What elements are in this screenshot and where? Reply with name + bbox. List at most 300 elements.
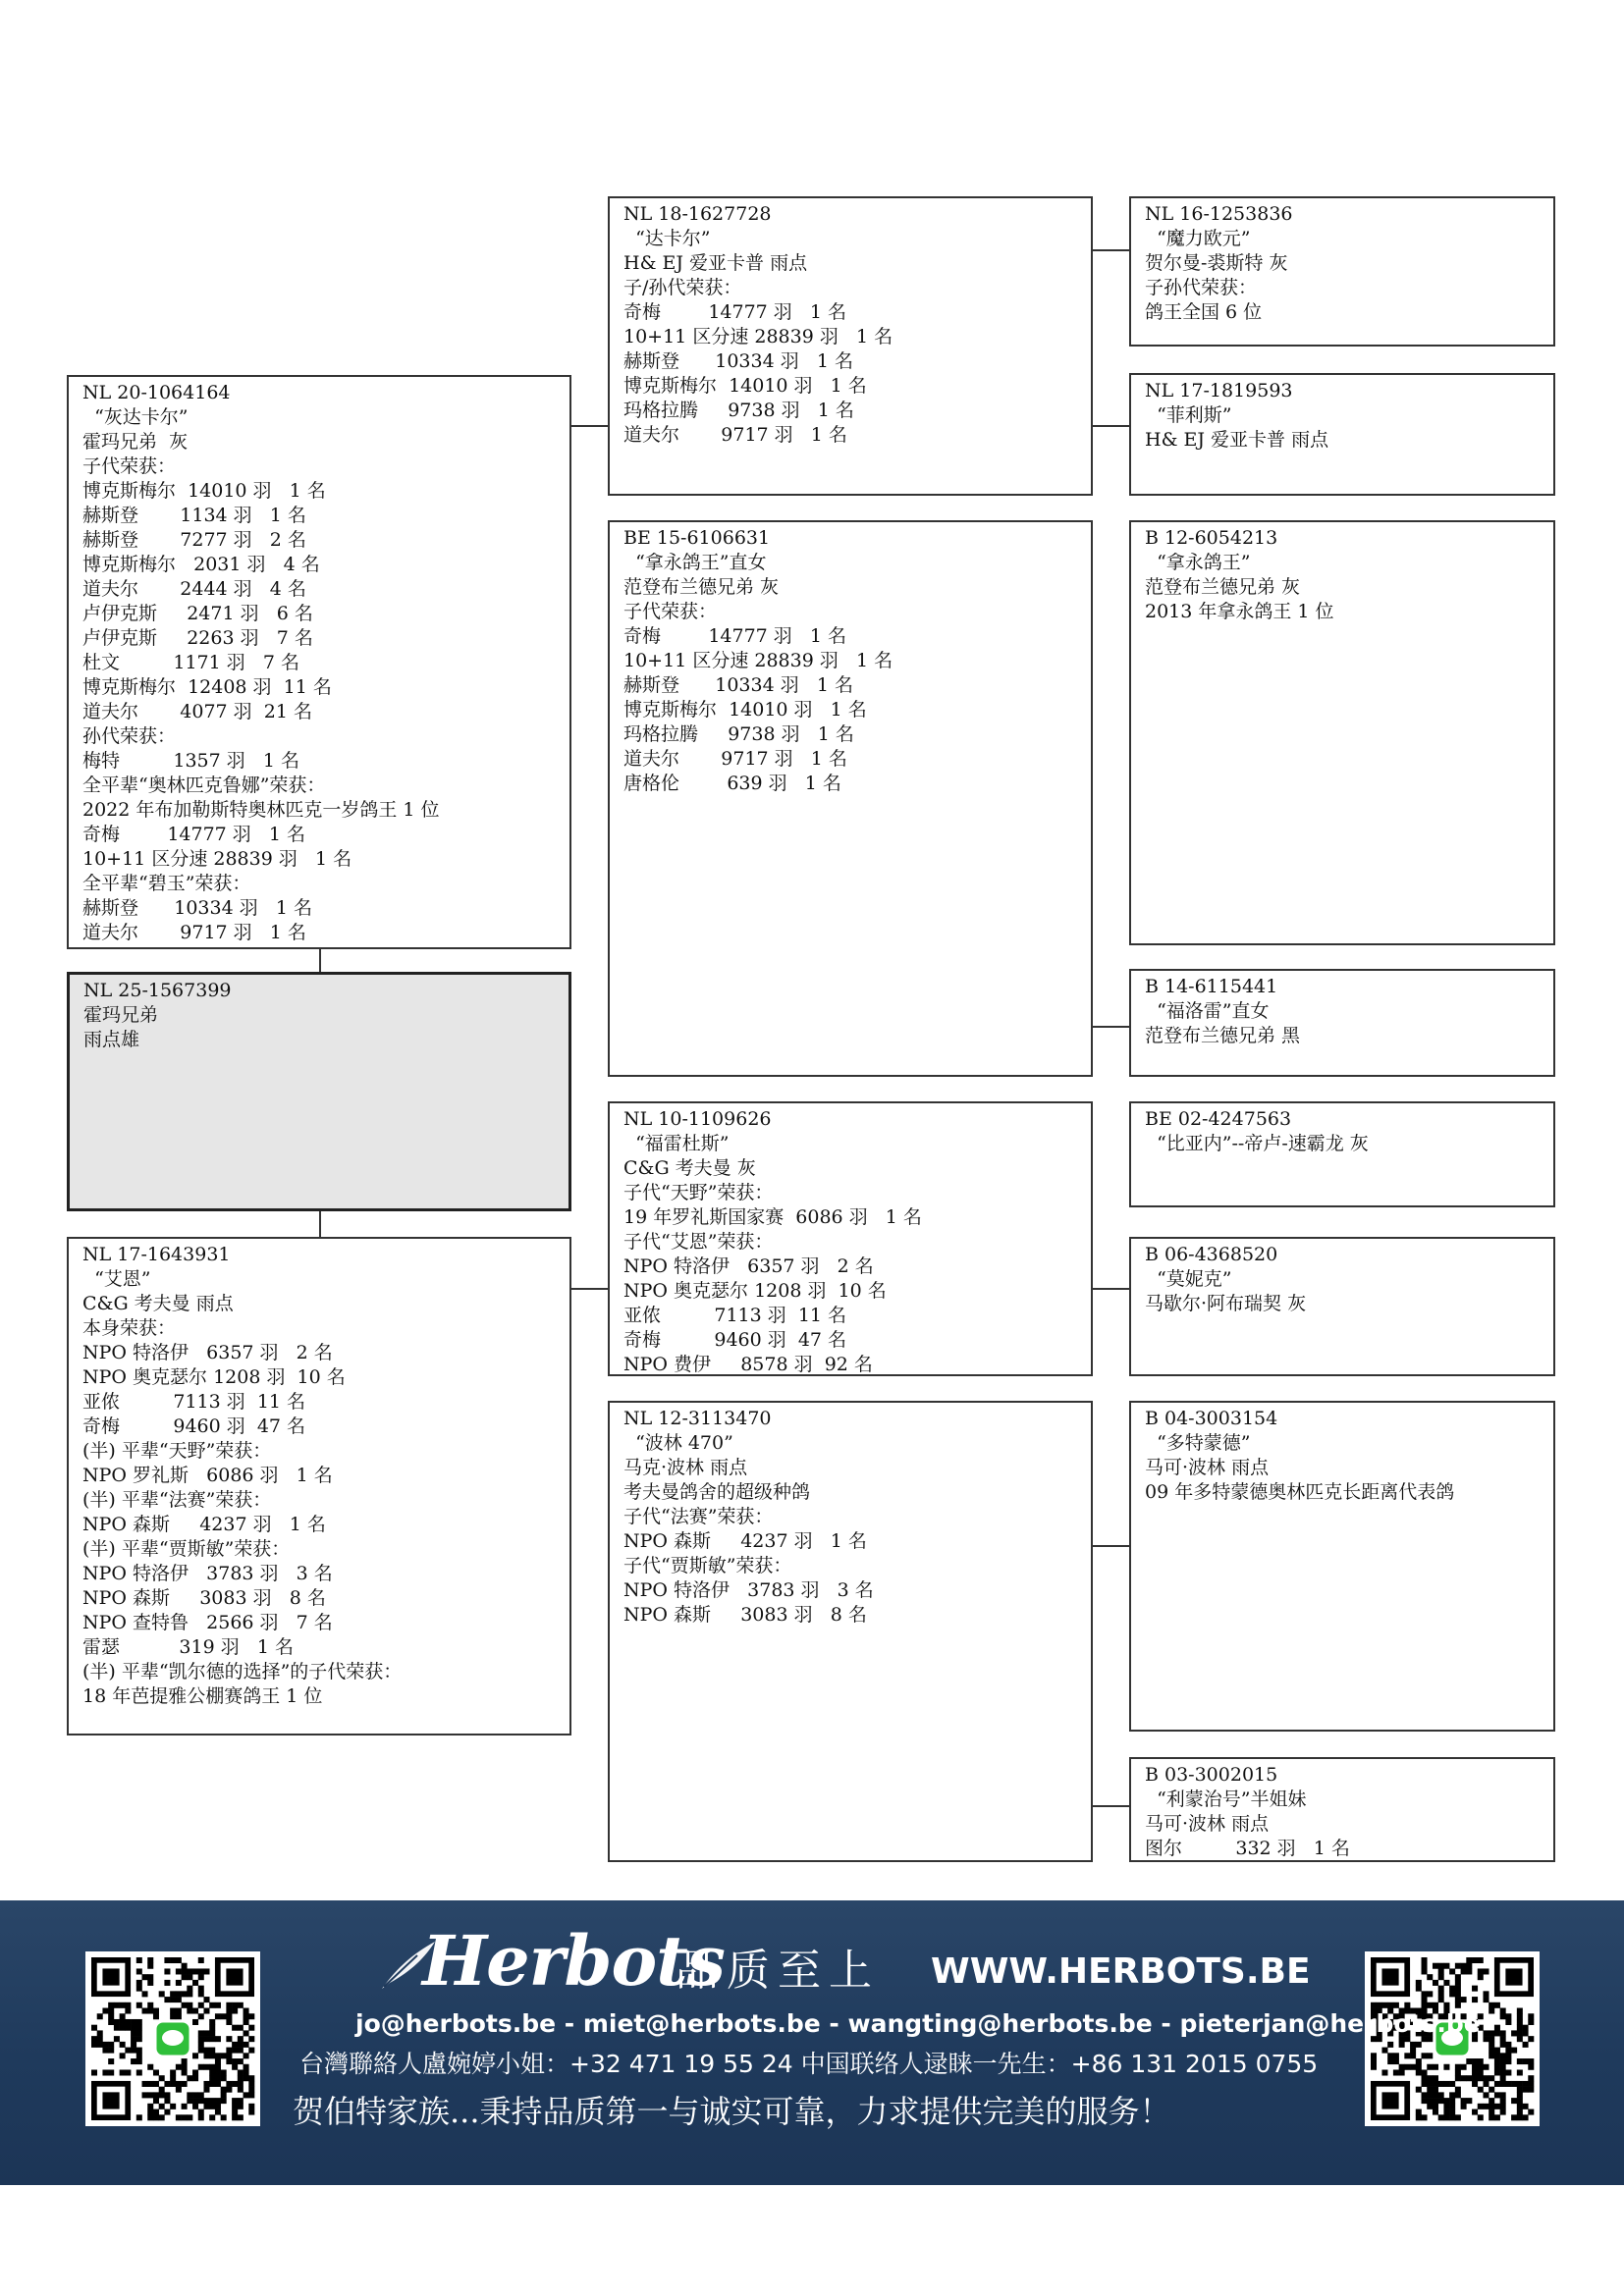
qr-module (120, 2042, 126, 2048)
pedigree-line: “波林 470” (623, 1432, 733, 1454)
qr-module (232, 2109, 238, 2115)
qr-module (159, 2075, 165, 2081)
qr-module (136, 2048, 142, 2054)
qr-module (131, 2058, 136, 2064)
connector (1091, 1026, 1130, 1028)
pedigree-line: 子代“艾恩”荣获： (623, 1231, 774, 1253)
qr-module (1466, 2098, 1472, 2104)
qr-module (1455, 1991, 1461, 1997)
qr-module (120, 2002, 126, 2008)
qr-module (182, 1968, 188, 1974)
pedigree-line: (半) 平辈“凯尔德的选择”的子代荣获： (82, 1661, 403, 1682)
qr-module (215, 2075, 221, 2081)
pedigree-line: NPO 森斯 3083 羽 8 名 (82, 1587, 326, 1609)
qr-module (1422, 2053, 1428, 2058)
qr-module (203, 2053, 209, 2058)
qr-module (244, 2075, 249, 2081)
connector (1091, 249, 1130, 251)
qr-module (1517, 2109, 1523, 2115)
qr-module (244, 2053, 249, 2058)
qr-module (1489, 2075, 1494, 2081)
qr-module (1483, 2081, 1489, 2087)
qr-module (1438, 2114, 1444, 2120)
qr-module (108, 2008, 114, 2014)
qr-module (1478, 1957, 1484, 1963)
qr-module (1387, 2042, 1393, 2048)
pedigree-line: NPO 森斯 4237 羽 1 名 (623, 1530, 867, 1552)
qr-module (1483, 2030, 1489, 2036)
qr-module (1472, 1986, 1478, 1992)
website-link[interactable]: WWW.HERBOTS.BE (931, 1951, 1311, 1992)
pedigree-line: NPO 费伊 8578 羽 92 名 (623, 1354, 873, 1375)
qr-module (136, 2030, 142, 2036)
connector (1091, 1545, 1130, 1547)
qr-module (176, 2081, 182, 2087)
qr-module (221, 2098, 227, 2104)
qr-module (1523, 2087, 1529, 2093)
qr-module (159, 2087, 165, 2093)
qr-module (1443, 2109, 1449, 2115)
qr-module (1449, 2109, 1455, 2115)
qr-module (136, 2036, 142, 2042)
qr-module (1438, 1986, 1444, 1992)
connector (1091, 425, 1130, 427)
qr-module (1427, 2087, 1433, 2093)
ring-number: B 12-6054213 (1145, 527, 1278, 549)
qr-module (187, 1974, 192, 1980)
qr-module (1523, 2042, 1529, 2048)
qr-module (198, 2092, 204, 2098)
pedigree-line: 奇梅 9460 羽 47 名 (623, 1329, 847, 1351)
qr-module (1511, 2048, 1517, 2054)
qr-module (248, 2104, 254, 2109)
qr-module (1478, 2058, 1484, 2064)
qr-module (238, 2069, 244, 2075)
qr-module (221, 2087, 227, 2093)
qr-module (142, 1974, 148, 1980)
qr-module (159, 2104, 165, 2109)
qr-module (1500, 2042, 1506, 2048)
pedigree-line: 卢伊克斯 2263 羽 7 名 (82, 627, 313, 649)
qr-module (244, 2013, 249, 2019)
qr-module (1494, 2064, 1500, 2070)
qr-module (1393, 2069, 1399, 2075)
qr-module (1427, 2064, 1433, 2070)
qr-module (192, 2075, 198, 2081)
pedigree-line: 唐格伦 639 羽 1 名 (623, 773, 841, 794)
qr-module (244, 2042, 249, 2048)
qr-module (1461, 2075, 1467, 2081)
qr-module (198, 2036, 204, 2042)
qr-module (232, 2064, 238, 2070)
qr-module (1505, 2081, 1511, 2087)
ring-number: B 06-4368520 (1145, 1244, 1278, 1265)
qr-module (1528, 2109, 1534, 2115)
qr-module (1494, 2114, 1500, 2120)
qr-module (136, 1980, 142, 1986)
qr-module (187, 2008, 192, 2014)
qr-module (1410, 2042, 1416, 2048)
qr-module (226, 2081, 232, 2087)
qr-module (215, 2064, 221, 2070)
qr-module (1416, 2064, 1422, 2070)
qr-module (108, 2042, 114, 2048)
qr-module (1461, 1968, 1467, 1974)
qr-module (1500, 2069, 1506, 2075)
qr-module (114, 2002, 120, 2008)
pedigree-line: H& EJ 爱亚卡普 雨点 (623, 252, 808, 274)
pedigree-line: 赫斯登 7277 羽 2 名 (82, 529, 306, 551)
qr-module (203, 2104, 209, 2109)
qr-module (164, 1980, 170, 1986)
qr-module (147, 2092, 153, 2098)
qr-module (1472, 2109, 1478, 2115)
qr-module (215, 2104, 221, 2109)
qr-module (170, 2013, 176, 2019)
qr-module (1443, 1980, 1449, 1986)
qr-module (203, 2008, 209, 2014)
qr-module (1371, 2064, 1377, 2070)
qr-module (232, 2025, 238, 2031)
ring-number: NL 18-1627728 (623, 203, 772, 225)
qr-module (203, 1997, 209, 2002)
qr-module (153, 2013, 159, 2019)
pedigree-line: 子孙代荣获： (1145, 277, 1258, 298)
qr-module (203, 2081, 209, 2087)
qr-module (1489, 2053, 1494, 2058)
qr-module (1517, 2013, 1523, 2019)
qr-module (97, 2036, 103, 2042)
qr-module (187, 1991, 192, 1997)
qr-module (1466, 2075, 1472, 2081)
qr-module (215, 2109, 221, 2115)
pedigree-line: 子代“天野”荣获： (623, 1182, 774, 1203)
qr-module (131, 2036, 136, 2042)
qr-module (136, 2002, 142, 2008)
qr-module (238, 2042, 244, 2048)
qr-module (221, 2069, 227, 2075)
qr-module (136, 2114, 142, 2120)
qr-module (1517, 2098, 1523, 2104)
pedigree-line: 鸽王全国 6 位 (1145, 301, 1263, 323)
qr-module (1478, 2064, 1484, 2070)
qr-module (203, 2048, 209, 2054)
qr-module (1466, 1957, 1472, 1963)
qr-module (1455, 2114, 1461, 2120)
qr-module (176, 1997, 182, 2002)
qr-module (198, 2098, 204, 2104)
qr-module (1472, 2081, 1478, 2087)
qr-module (198, 1991, 204, 1997)
qr-module (1528, 2087, 1534, 2093)
qr-module (192, 1980, 198, 1986)
qr-module (232, 2114, 238, 2120)
qr-module (209, 2114, 215, 2120)
qr-module (198, 1957, 204, 1963)
qr-module (153, 2092, 159, 2098)
qr-module (232, 2002, 238, 2008)
qr-module (1505, 2048, 1511, 2054)
qr-module (1371, 2058, 1377, 2064)
pedigree-line: “拿永鸽王”直女 (623, 552, 767, 573)
qr-module (1500, 2036, 1506, 2042)
qr-module (1438, 1991, 1444, 1997)
qr-module (147, 2109, 153, 2115)
qr-module (1416, 1986, 1422, 1992)
qr-module (1422, 1963, 1428, 1969)
email-list[interactable]: jo@herbots.be - miet@herbots.be - wangting@herbots.be - pieterjan@herbots.be (355, 2009, 1481, 2038)
qr-module (1511, 2030, 1517, 2036)
qr-module (1489, 2087, 1494, 2093)
qr-module (170, 2104, 176, 2109)
qr-module (238, 2098, 244, 2104)
sire-dam-card (608, 520, 1093, 1077)
qr-module (1483, 2064, 1489, 2070)
ring-number: NL 25-1567399 (83, 980, 232, 1001)
qr-module (232, 2008, 238, 2014)
pedigree-line: NPO 特洛伊 6357 羽 2 名 (82, 1342, 333, 1363)
pedigree-line: 全平辈“碧玉”荣获： (82, 873, 251, 894)
qr-module (1528, 2075, 1534, 2081)
qr-module (238, 2002, 244, 2008)
qr-module (1517, 2069, 1523, 2075)
qr-module (102, 2042, 108, 2048)
pedigree-line: “比亚内”--帝卢-速霸龙 灰 (1145, 1133, 1369, 1154)
qr-module (221, 2114, 227, 2120)
qr-finder (1505, 1968, 1522, 1985)
qr-module (153, 2008, 159, 2014)
qr-module (182, 2114, 188, 2120)
qr-module (238, 2081, 244, 2087)
qr-module (136, 1957, 142, 1963)
qr-module (1528, 2081, 1534, 2087)
pedigree-line: 18 年芭提雅公棚赛鸽王 1 位 (82, 1685, 323, 1707)
qr-module (1393, 2058, 1399, 2064)
qr-module (147, 1974, 153, 1980)
pedigree-line: “福雷杜斯” (623, 1133, 730, 1154)
qr-module (1494, 2025, 1500, 2031)
qr-module (238, 2058, 244, 2064)
qr-module (147, 1957, 153, 1963)
qr-module (1483, 2092, 1489, 2098)
qr-module (1416, 2087, 1422, 2093)
qr-module (1455, 2002, 1461, 2008)
pedigree-line: H& EJ 爱亚卡普 雨点 (1145, 429, 1329, 451)
qr-module (120, 2013, 126, 2019)
qr-module (198, 2048, 204, 2054)
pedigree-line: “多特蒙德” (1145, 1432, 1251, 1454)
pedigree-line: 霍玛兄弟 (83, 1004, 159, 1026)
qr-module (1500, 2075, 1506, 2081)
pedigree-line: 亚侬 7113 羽 11 名 (82, 1391, 306, 1413)
qr-module (136, 2069, 142, 2075)
qr-module (1511, 2114, 1517, 2120)
qr-module (136, 2058, 142, 2064)
pedigree-line: NPO 查特鲁 2566 羽 7 名 (82, 1612, 333, 1633)
qr-module (1505, 2069, 1511, 2075)
qr-module (1433, 2109, 1438, 2115)
pedigree-line: 雨点雄 (83, 1029, 140, 1050)
pedigree-line: 全平辈“奥林匹克鲁娜”荣获： (82, 774, 326, 796)
qr-module (182, 1963, 188, 1969)
qr-module (1461, 1997, 1467, 2002)
qr-module (1433, 2098, 1438, 2104)
qr-module (1528, 2036, 1534, 2042)
qr-module (153, 2098, 159, 2104)
qr-module (203, 2087, 209, 2093)
pedigree-line: 范登布兰德兄弟 灰 (623, 576, 780, 598)
pedigree-line: “福洛雷”直女 (1145, 1000, 1270, 1022)
ring-number: NL 12-3113470 (623, 1408, 772, 1429)
qr-module (1416, 1980, 1422, 1986)
qr-module (170, 2081, 176, 2087)
qr-module (1461, 1963, 1467, 1969)
qr-module (1449, 2104, 1455, 2109)
qr-module (182, 2064, 188, 2070)
qr-module (198, 2030, 204, 2036)
qr-module (142, 2081, 148, 2087)
qr-module (232, 2104, 238, 2109)
qr-module (192, 2098, 198, 2104)
qr-module (1500, 2008, 1506, 2014)
qr-module (164, 1997, 170, 2002)
pedigree-line: “灰达卡尔” (82, 406, 189, 428)
qr-module (108, 2019, 114, 2025)
ring-number: NL 20-1064164 (82, 382, 231, 403)
qr-module (1528, 2064, 1534, 2070)
pedigree-line: “菲利斯” (1145, 404, 1232, 426)
qr-module (1472, 1957, 1478, 1963)
pedigree-line: 博克斯梅尔 14010 羽 1 名 (623, 375, 867, 397)
slogan: 品质至上 (676, 1946, 880, 1996)
qr-module (1523, 2104, 1529, 2109)
qr-module (153, 2069, 159, 2075)
pedigree-line: 子代“贾斯敏”荣获： (623, 1555, 792, 1576)
qr-module (1449, 2081, 1455, 2087)
pedigree-line: 道夫尔 9717 羽 1 名 (82, 922, 306, 943)
qr-module (203, 2030, 209, 2036)
qr-module (1455, 1997, 1461, 2002)
qr-module (1494, 2048, 1500, 2054)
qr-module (1443, 2098, 1449, 2104)
qr-module (1410, 2064, 1416, 2070)
qr-module (248, 2087, 254, 2093)
qr-module (221, 2092, 227, 2098)
qr-module (153, 2114, 159, 2120)
qr-module (97, 2013, 103, 2019)
pedigree-line: 玛格拉腾 9738 羽 1 名 (623, 400, 854, 421)
qr-module (1433, 2104, 1438, 2109)
qr-module (1427, 2053, 1433, 2058)
pedigree-line: (半) 平辈“法赛”荣获： (82, 1489, 272, 1511)
qr-module (248, 2075, 254, 2081)
qr-module (1438, 1963, 1444, 1969)
dam-sire-sire-card (1129, 1101, 1555, 1207)
qr-module (1517, 2030, 1523, 2036)
line-qr-code[interactable] (85, 1951, 260, 2126)
qr-module (176, 1968, 182, 1974)
qr-module (164, 2109, 170, 2115)
qr-module (226, 2058, 232, 2064)
qr-module (159, 2092, 165, 2098)
qr-module (1505, 2053, 1511, 2058)
pedigree-line: NPO 特洛伊 3783 羽 3 名 (82, 1563, 333, 1584)
pedigree-line: NPO 特洛伊 3783 羽 3 名 (623, 1579, 874, 1601)
qr-module (1449, 2098, 1455, 2104)
qr-module (125, 2048, 131, 2054)
qr-module (1461, 2064, 1467, 2070)
qr-module (153, 2109, 159, 2115)
qr-module (1377, 2002, 1382, 2008)
qr-module (1472, 2064, 1478, 2070)
qr-module (170, 2008, 176, 2014)
pedigree-line: 玛格拉腾 9738 羽 1 名 (623, 723, 854, 745)
qr-module (209, 2081, 215, 2087)
qr-module (147, 1963, 153, 1969)
chat-bubble-icon (162, 2030, 184, 2046)
qr-module (1443, 2114, 1449, 2120)
qr-finder (102, 2092, 119, 2109)
qr-module (221, 2053, 227, 2058)
qr-module (203, 2064, 209, 2070)
qr-module (1500, 2030, 1506, 2036)
qr-module (1438, 2081, 1444, 2087)
qr-finder (102, 1968, 119, 1985)
qr-module (1478, 2075, 1484, 2081)
qr-module (1443, 2081, 1449, 2087)
pedigree-line: (半) 平辈“贾斯敏”荣获： (82, 1538, 291, 1560)
pedigree-line: 10+11 区分速 28839 羽 1 名 (623, 650, 893, 671)
qr-module (108, 2002, 114, 2008)
qr-module (1517, 2087, 1523, 2093)
qr-module (1455, 1986, 1461, 1992)
dam-card (67, 1237, 571, 1735)
qr-module (114, 2025, 120, 2031)
qr-module (1455, 1974, 1461, 1980)
qr-module (1528, 2019, 1534, 2025)
qr-module (226, 2008, 232, 2014)
qr-module (176, 1991, 182, 1997)
qr-module (244, 2030, 249, 2036)
qr-module (1517, 2104, 1523, 2109)
qr-module (1449, 1968, 1455, 1974)
qr-module (1433, 2002, 1438, 2008)
qr-module (198, 2042, 204, 2048)
qr-module (136, 1968, 142, 1974)
qr-module (248, 2109, 254, 2115)
qr-module (209, 2053, 215, 2058)
qr-module (248, 2025, 254, 2031)
qr-module (187, 2114, 192, 2120)
qr-module (198, 2114, 204, 2120)
qr-module (153, 2081, 159, 2087)
qr-module (1422, 2002, 1428, 2008)
qr-module (1489, 2042, 1494, 2048)
qr-module (192, 2104, 198, 2109)
qr-module (1422, 1991, 1428, 1997)
qr-module (176, 2114, 182, 2120)
qr-module (1478, 1968, 1484, 1974)
qr-module (1433, 1963, 1438, 1969)
qr-module (215, 2013, 221, 2019)
qr-module (1381, 2002, 1387, 2008)
qr-module (1494, 2092, 1500, 2098)
qr-module (1427, 1991, 1433, 1997)
pedigree-line: 奇梅 9460 羽 47 名 (82, 1415, 306, 1437)
dam-dam-dam-card (1129, 1757, 1555, 1862)
qr-module (192, 2019, 198, 2025)
pedigree-line: 马歇尔·阿布瑞契 灰 (1145, 1293, 1307, 1314)
